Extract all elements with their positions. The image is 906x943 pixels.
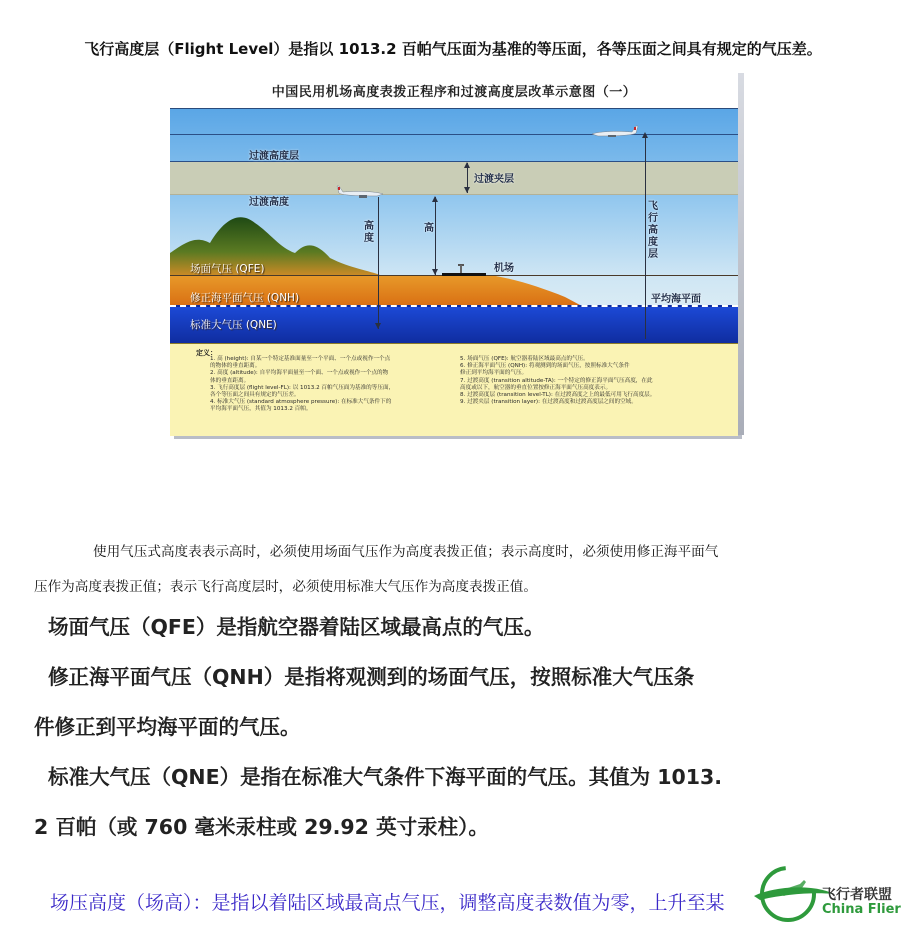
field-elevation-definition: 场压高度（场高）：是指以着陆区域最高点气压，调整高度表数值为零，上升至某 bbox=[50, 892, 725, 914]
airplane-high-icon bbox=[590, 125, 640, 141]
definitions-title: 定义： bbox=[196, 349, 217, 357]
diagram-frame bbox=[738, 73, 744, 435]
transition-layer-label: 过渡夹层 bbox=[474, 174, 514, 185]
definitions-right-column: 5. 场面气压 (QFE): 航空器着陆区域最高点的气压。 6. 修正海平面气压 (QNH): 将观测到的场面气压，按照标准大气条件 修正到平均海平面的气压。 7. 过渡高度 (transition altitude-TA): 一个特定的修正海平面气压高度，在此 高度或以下，航空器的垂直位置按修正海平面气压高度表示。 8. 过渡高度层 (transition level-TL): 在过渡高度之上的最低可用飞行高度层。 9. 过渡夹层 (transition layer): 在过渡高度和过渡高度层之间的空域。 bbox=[460, 356, 656, 406]
qfe-label: 场面气压 (QFE) bbox=[190, 263, 265, 275]
usage-paragraph-line1: 使用气压式高度表表示高时，必须使用场面气压作为高度表拨正值；表示高度时，必须使用修正海平面气 bbox=[93, 544, 719, 560]
altitude-arrow bbox=[378, 197, 379, 329]
runway bbox=[442, 273, 486, 276]
qne-definition-line2: 2 百帕（或 760 毫米汞柱或 29.92 英寸汞柱）。 bbox=[34, 815, 489, 839]
qfe-definition: 场面气压（QFE）是指航空器着陆区域最高点的气压。 bbox=[48, 615, 545, 639]
airport-label: 机场 bbox=[494, 263, 514, 274]
diagram-title: 中国民用机场高度表拨正程序和过渡高度层改革示意图（一） bbox=[271, 85, 637, 100]
flight-level-vertical-label: 飞行高度层 bbox=[648, 201, 658, 260]
qne-label: 标准大气压 (QNE) bbox=[190, 319, 277, 331]
definitions-left-column: 1. 高 (height): 自某一个特定基准面量至一个平面、一个点或视作一个点 的物体的垂直距离。 2. 高度 (altitude): 自平均海平面量至一个面、一个点或视作一个点的物 体的垂直距离。 3. 飞行高度层 (flight level-FL): 以 1013.2 百帕气压面为基准的等压面， 各个等压面之间具有规定的气压差。 4. 标准大气压 (standard atmosphere pressure): 在标准大气条件下的 平均海平面气压，其值为 1013.2 百帕。 bbox=[210, 356, 395, 413]
mean-sea-level-label: 平均海平面 bbox=[651, 294, 701, 305]
height-label: 高 bbox=[424, 223, 434, 234]
transition-layer-band bbox=[170, 161, 738, 195]
qnh-definition-line1: 修正海平面气压（QNH）是指将观测到的场面气压，按照标准大气压条 bbox=[48, 665, 695, 689]
altimeter-setting-diagram bbox=[170, 73, 738, 435]
qnh-label: 修正海平面气压 (QNH) bbox=[190, 292, 300, 304]
transition-altitude-label: 过渡高度 bbox=[249, 197, 289, 208]
qnh-definition-line2: 件修正到平均海平面的气压。 bbox=[34, 715, 301, 739]
china-flier-watermark bbox=[754, 864, 904, 924]
watermark-cn-text: 飞行者联盟 bbox=[822, 887, 892, 903]
transition-level-label: 过渡高度层 bbox=[249, 151, 299, 162]
definitions-panel bbox=[170, 343, 738, 436]
flight-level-arrow bbox=[645, 134, 646, 339]
usage-paragraph-line2: 压作为高度表拨正值；表示飞行高度层时，必须使用标准大气压作为高度表拨正值。 bbox=[34, 579, 537, 595]
transition-level-line bbox=[170, 134, 738, 135]
qne-definition-line1: 标准大气压（QNE）是指在标准大气条件下海平面的气压。其值为 1013. bbox=[48, 765, 723, 789]
intro-text: 飞行高度层（Flight Level）是指以 1013.2 百帕气压面为基准的等压面，各等压面之间具有规定的气压差。 bbox=[84, 40, 822, 58]
height-arrow bbox=[435, 197, 436, 275]
altitude-label: 高度 bbox=[364, 221, 374, 244]
watermark-en-text: China Flier bbox=[822, 902, 901, 917]
